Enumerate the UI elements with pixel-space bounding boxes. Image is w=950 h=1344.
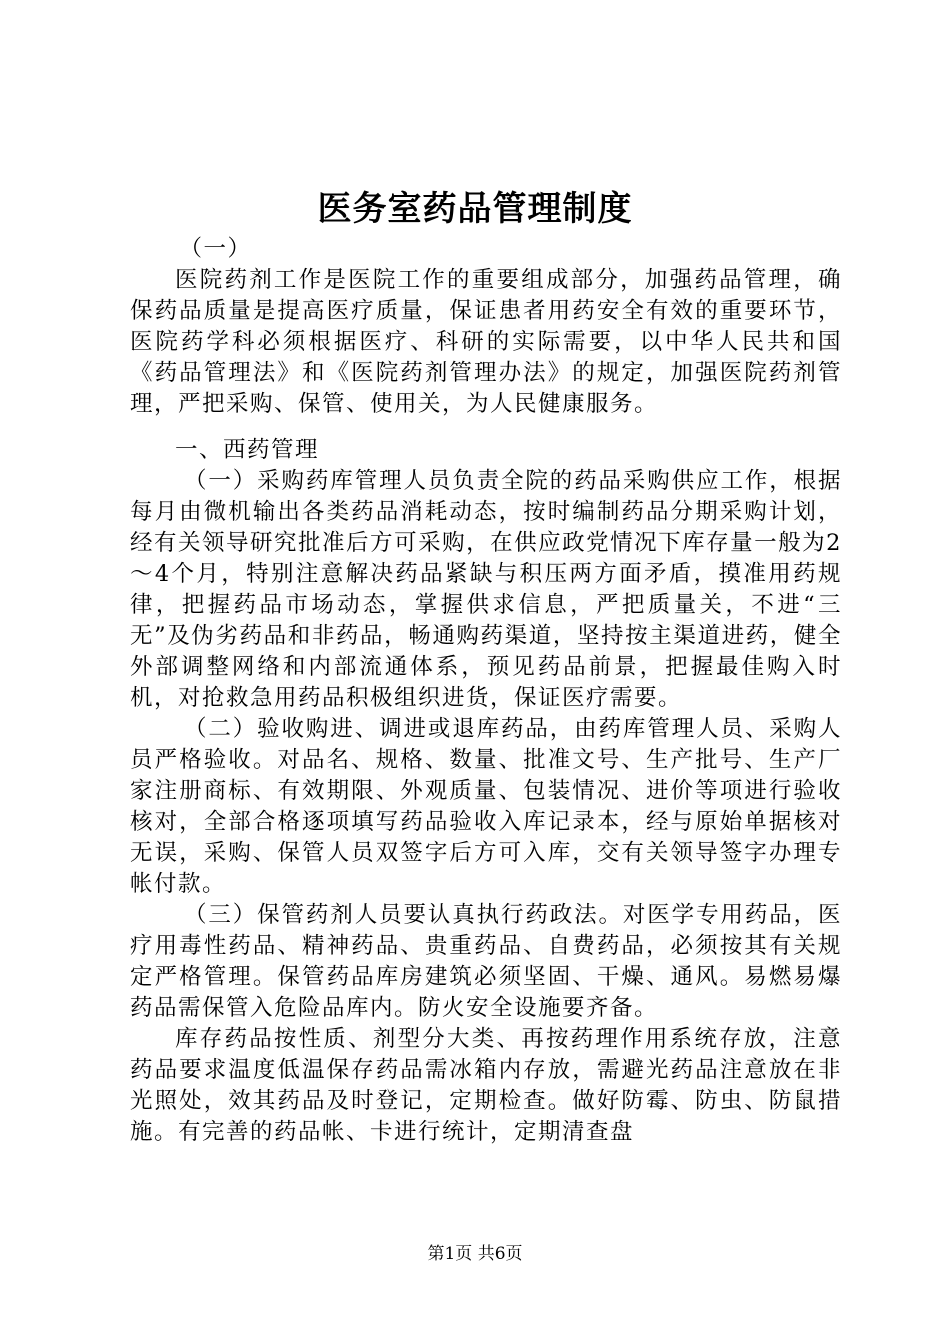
document-body bbox=[130, 234, 842, 1148]
document-title: 医务室药品管理制度 bbox=[317, 189, 633, 229]
paragraph-storage: （三）保管药剂人员要认真执行药政法。对医学专用药品，医疗用毒性药品、精神药品、贵重药品、自费药品，必须按其有关规定严格管理。保管药品库房建筑必须坚固、干燥、通风。易燃易爆药品需保管入危险品库内。防火安全设施要齐备。 bbox=[130, 902, 842, 1021]
section-heading-western-medicine: 一、西药管理 bbox=[175, 437, 320, 463]
paragraph-acceptance: （二）验收购进、调进或退库药品，由药库管理人员、采购人员严格验收。对品名、规格、数量、批准文号、生产批号、生产厂家注册商标、有效期限、外观质量、包装情况、进价等项进行验收核对，全部合格逐项填写药品验收入库记录本，经与原始单据核对无误，采购、保管人员双签字后方可入库，交有关领导签字办理专帐付款。 bbox=[130, 716, 842, 897]
page-footer: 第1页 共6页 bbox=[427, 1244, 523, 1264]
paragraph-procurement: （一）采购药库管理人员负责全院的药品采购供应工作，根据每月由微机输出各类药品消耗动态，按时编制药品分期采购计划，经有关领导研究批准后方可采购，在供应政党情况下库存量一般为2～4个月，特别注意解决药品紧缺与积压两方面矛盾，摸准用药规律，把握药品市场动态，掌握供求信息，严把质量关，不进“三无”及伪劣药品和非药品，畅通购药渠道，坚持按主渠道进药，健全外部调整网络和内部流通体系，预见药品前景，把握最佳购入时机，对抢救急用药品积极组织进货，保证医疗需要。 bbox=[130, 468, 842, 711]
paragraph-section-number: （一） bbox=[179, 236, 252, 262]
paragraph-inventory: 库存药品按性质、剂型分大类、再按药理作用系统存放，注意药品要求温度低温保存药品需冰箱内存放，需避光药品注意放在非光照处，效其药品及时登记，定期检查。做好防霉、防虫、防鼠措施。有完善的药品帐、卡进行统计，定期清查盘 bbox=[130, 1026, 842, 1145]
paragraph-intro: 医院药剂工作是医院工作的重要组成部分，加强药品管理，确保药品质量是提高医疗质量，保证患者用药安全有效的重要环节，医院药学科必须根据医疗、科研的实际需要，以中华人民共和国《药品管理法》和《医院药剂管理办法》的规定，加强医院药剂管理，严把采购、保管、使用关，为人民健康服务。 bbox=[130, 267, 842, 417]
